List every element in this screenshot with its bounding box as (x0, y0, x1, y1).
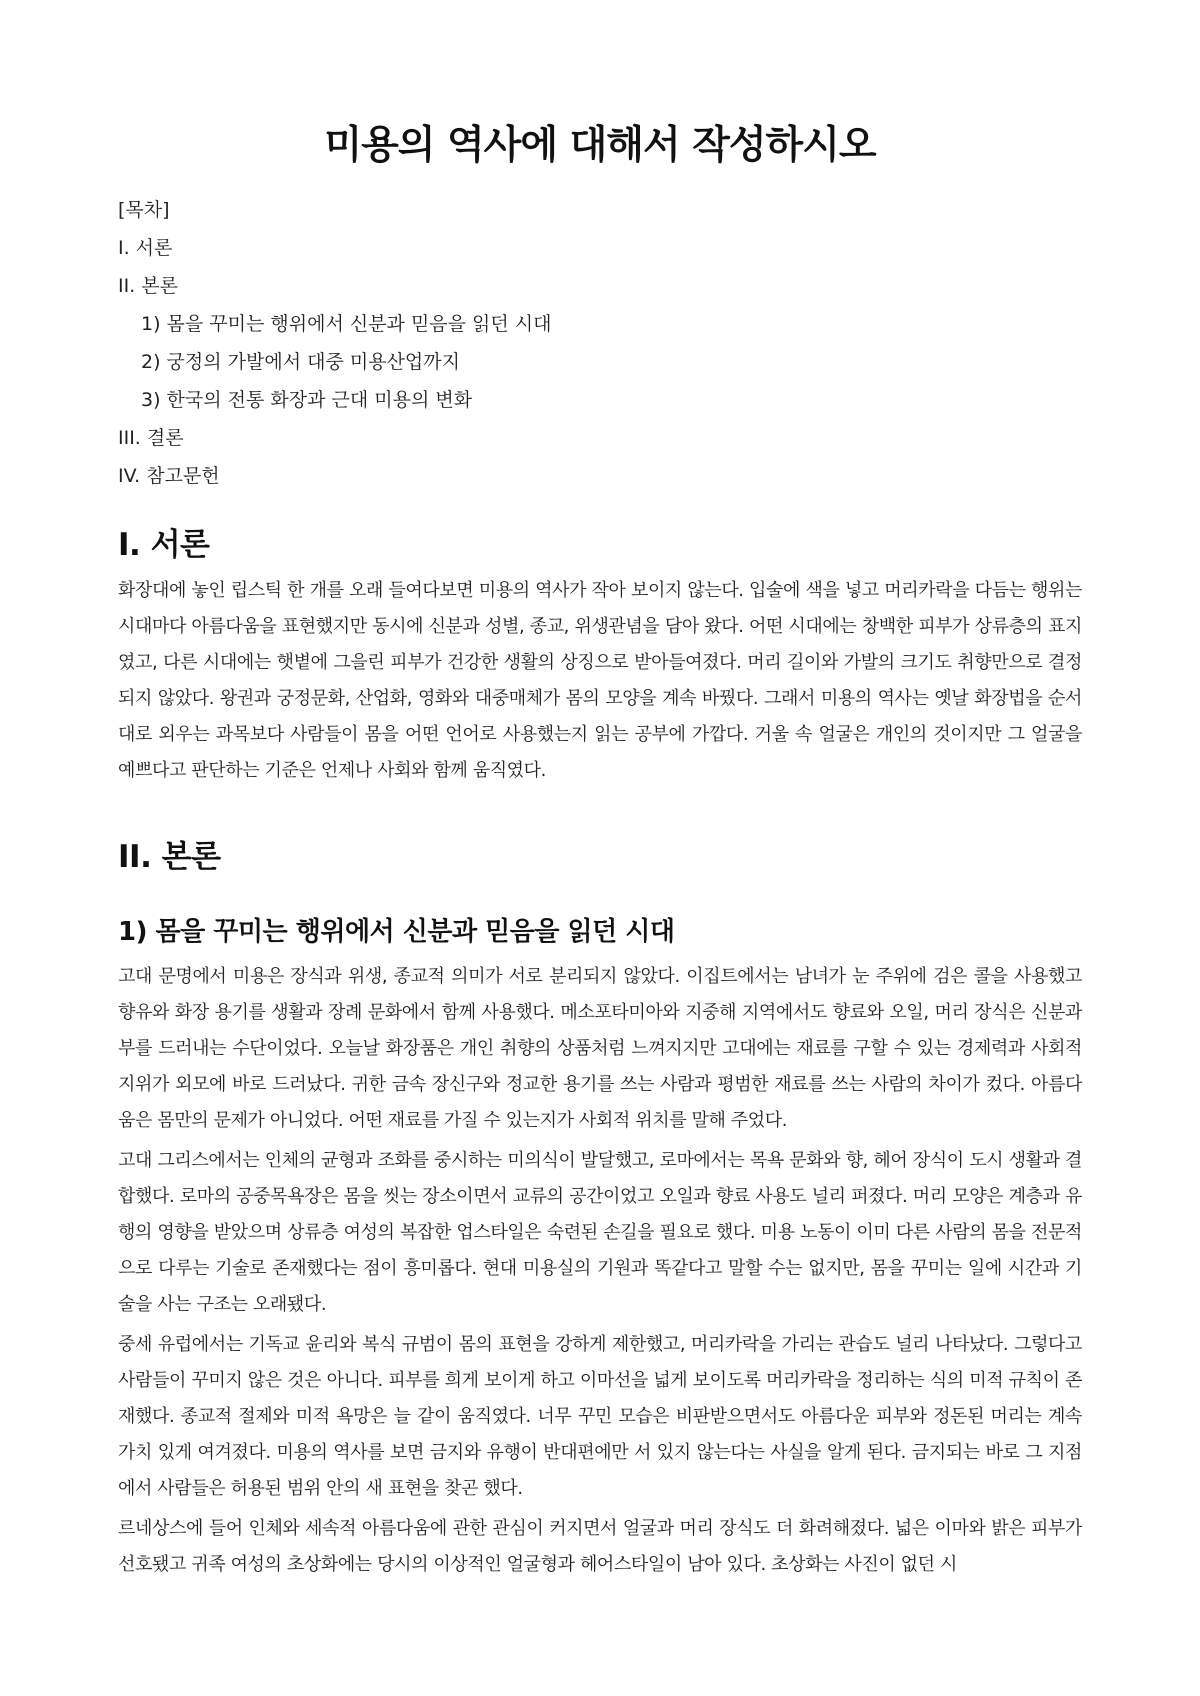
body-paragraph-4: 르네상스에 들어 인체와 세속적 아름다움에 관한 관심이 커지면서 얼굴과 머리 장식도 더 화려해졌다. 넓은 이마와 밝은 피부가 선호됐고 귀족 여성의 초상화에는 당시의 이상적인 얼굴형과 헤어스타일이 남아 있다. 초상화는 사진이 없던 시 (118, 1518, 1082, 1575)
toc-heading: [목차] (118, 199, 170, 221)
toc-item-references: IV. 참고문헌 (118, 465, 220, 487)
toc-item-conclusion: III. 결론 (118, 427, 184, 449)
document-title: 미용의 역사에 대해서 작성하시오 (324, 123, 876, 168)
subsection-heading-1: 1) 몸을 꾸미는 행위에서 신분과 믿음을 읽던 시대 (118, 917, 675, 947)
toc-item-main-body: II. 본론 (118, 275, 178, 297)
body-paragraph-2: 고대 그리스에서는 인체의 균형과 조화를 중시하는 미의식이 발달했고, 로마에서는 목욕 문화와 향, 헤어 장식이 도시 생활과 결합했다. 로마의 공중목욕장은 몸을 씻는 장소이면서 교류의 공간이었고 오일과 향료 사용도 널리 퍼졌다. 머리 모양은 계층과 유행의 영향을 받았으며 상류층 여성의 복잡한 업스타일은 숙련된 손길을 필요로 했다. 미용 노동이 이미 다른 사람의 몸을 전문적으로 다루는 기술로 존재했다는 점이 흥미롭다. 현대 미용실의 기원과 똑같다고 말할 수는 없지만, 몸을 꾸미는 일에 시간과 기술을 사는 구조는 오래됐다. (118, 1150, 1082, 1315)
section-heading-main-body: II. 본론 (118, 839, 221, 875)
toc-subitem-2: 2) 궁정의 가발에서 대중 미용산업까지 (141, 351, 460, 373)
table-of-contents (118, 191, 1082, 495)
section-spacer (118, 789, 1082, 807)
section-heading-introduction: I. 서론 (118, 527, 210, 563)
body-paragraph-1: 고대 문명에서 미용은 장식과 위생, 종교적 의미가 서로 분리되지 않았다. 이집트에서는 남녀가 눈 주위에 검은 콜을 사용했고 향유와 화장 용기를 생활과 장례 문화에서 함께 사용했다. 메소포타미아와 지중해 지역에서도 향료와 오일, 머리 장식은 신분과 부를 드러내는 수단이었다. 오늘날 화장품은 개인 취향의 상품처럼 느껴지지만 고대에는 재료를 구할 수 있는 경제력과 사회적 지위가 외모에 바로 드러났다. 귀한 금속 장신구와 정교한 용기를 쓰는 사람과 평범한 재료를 쓰는 사람의 차이가 컸다. 아름다움은 몸만의 문제가 아니었다. 어떤 재료를 가질 수 있는지가 사회적 위치를 말해 주었다. (118, 966, 1082, 1131)
introduction-paragraph: 화장대에 놓인 립스틱 한 개를 오래 들여다보면 미용의 역사가 작아 보이지 않는다. 입술에 색을 넣고 머리카락을 다듬는 행위는 시대마다 아름다움을 표현했지만 동시에 신분과 성별, 종교, 위생관념을 담아 왔다. 어떤 시대에는 창백한 피부가 상류층의 표지였고, 다른 시대에는 햇볕에 그을린 피부가 건강한 생활의 상징으로 받아들여졌다. 머리 길이와 가발의 크기도 취향만으로 결정되지 않았다. 왕권과 궁정문화, 산업화, 영화와 대중매체가 몸의 모양을 계속 바꿨다. 그래서 미용의 역사는 옛날 화장법을 순서대로 외우는 과목보다 사람들이 몸을 어떤 언어로 사용했는지 읽는 공부에 가깝다. 거울 속 얼굴은 개인의 것이지만 그 얼굴을 예쁘다고 판단하는 기준은 언제나 사회와 함께 움직였다. (118, 580, 1082, 781)
toc-subitem-3: 3) 한국의 전통 화장과 근대 미용의 변화 (141, 389, 473, 411)
toc-item-introduction: I. 서론 (118, 237, 173, 259)
body-paragraph-3: 중세 유럽에서는 기독교 윤리와 복식 규범이 몸의 표현을 강하게 제한했고, 머리카락을 가리는 관습도 널리 나타났다. 그렇다고 사람들이 꾸미지 않은 것은 아니다. 피부를 희게 보이게 하고 이마선을 넓게 보이도록 머리카락을 정리하는 식의 미적 규칙이 존재했다. 종교적 절제와 미적 욕망은 늘 같이 움직였다. 너무 꾸민 모습은 비판받으면서도 아름다운 피부와 정돈된 머리는 계속 가치 있게 여겨졌다. 미용의 역사를 보면 금지와 유행이 반대편에만 서 있지 않는다는 사실을 알게 된다. 금지되는 바로 그 지점에서 사람들은 허용된 범위 안의 새 표현을 찾곤 했다. (118, 1334, 1082, 1499)
toc-subitem-1: 1) 몸을 꾸미는 행위에서 신분과 믿음을 읽던 시대 (141, 313, 552, 335)
